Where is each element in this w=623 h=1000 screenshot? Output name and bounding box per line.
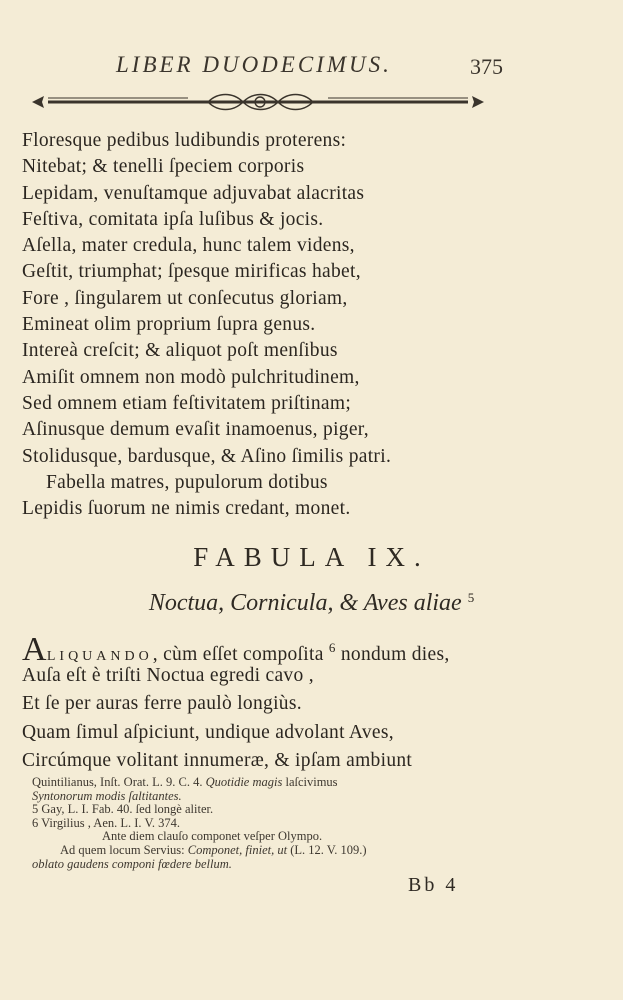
footnote-line: 5 Gay, L. I. Fab. 40. ſed longè aliter. <box>32 802 214 817</box>
verse-line: Fore , ſingularem ut conſecutus gloriam, <box>22 287 348 309</box>
page-header <box>0 52 623 84</box>
verse-line: Geſtit, triumphat; ſpesque mirificas habet, <box>22 261 361 283</box>
drop-cap: A <box>22 631 47 668</box>
verse-line: Floresque pedibus ludibundis proterens: <box>22 130 347 151</box>
footnote-line <box>32 844 512 858</box>
running-title: LIBER DUODECIMUS. <box>116 52 392 77</box>
verse-line: Lepidam, venuſtamque adjuvabat alacritas <box>22 182 365 204</box>
verse-line: Amiſit omnem non modò pulchritudinem, <box>22 366 360 388</box>
footnote-text: (L. 12. V. 109.) <box>290 842 367 857</box>
verse-block <box>22 128 502 522</box>
verse-line: Feſtiva, comitata ipſa luſibus & jocis. <box>22 208 324 230</box>
footnote-text: Quintilianus, Inſt. Orat. L. 9. C. 4. <box>32 775 203 789</box>
small-caps-word: LIQUANDO <box>46 649 153 664</box>
fable-title: FABULA IX. <box>193 542 430 572</box>
verse-line: Emineat olim proprium ſupra genus. <box>22 314 316 336</box>
footnote-marker: 6 <box>328 640 336 655</box>
body-line-text: nondum dies, <box>335 644 450 665</box>
fable-subtitle <box>0 590 623 617</box>
footnote-italic: Quotidie magis <box>205 775 283 789</box>
footnote-marker: 5 <box>467 590 475 605</box>
footnote-line <box>32 790 512 804</box>
body-line: Quam ſimul aſpiciunt, undique advolant Aves, <box>22 721 394 743</box>
body-line: Et ſe per auras ferre paulò longiùs. <box>22 693 302 715</box>
verse-line: Aſinusque demum evaſit inamoenus, piger, <box>22 419 369 441</box>
footnote-line <box>32 858 512 872</box>
body-line: Auſa eſt è triſti Noctua egredi cavo , <box>22 665 314 687</box>
verse-line: Nitebat; & tenelli ſpeciem corporis <box>22 156 305 178</box>
page-number: 375 <box>470 54 503 79</box>
body-line-first <box>22 631 522 668</box>
footnote-italic: Syntonorum modis ſaltitantes. <box>32 788 182 803</box>
footnote-italic: Componet, finiet, ut <box>187 842 288 857</box>
body-line-text: , cùm eſſet compoſita <box>152 644 324 665</box>
footnote-italic: oblato gaudens componi fœdere bellum. <box>32 856 232 871</box>
footnote-line <box>32 776 512 790</box>
fable-body <box>22 631 522 775</box>
body-line: Circúmque volitant innumeræ, & ipſam ambiunt <box>22 749 413 771</box>
footnote-text: laſcivimus <box>285 775 338 789</box>
verse-line: Intereà creſcit; & aliquot poſt menſibus <box>22 340 338 362</box>
moral-line: Lepidis ſuorum ne nimis credant, monet. <box>22 498 351 520</box>
footnote-text: Ad quem locum Servius: <box>60 842 185 857</box>
footnotes <box>32 776 512 871</box>
moral-line: Fabella matres, pupulorum dotibus <box>46 471 328 493</box>
footnote-line: Ante diem clauſo componet veſper Olympo. <box>102 829 323 844</box>
fable-subtitle-text: Noctua, Cornicula, & Aves aliae <box>148 590 462 616</box>
header-ornament-rule <box>28 92 488 112</box>
signature-mark: Bb 4 <box>408 874 459 896</box>
verse-line: Stolidusque, bardusque, & Aſino ſimilis patri. <box>22 445 392 467</box>
footnote-line: 6 Virgilius , Aen. L. I. V. 374. <box>32 815 180 830</box>
verse-line: Aſella, mater credula, hunc talem videns, <box>22 235 355 257</box>
verse-line: Sed omnem etiam feſtivitatem priſtinam; <box>22 392 352 414</box>
